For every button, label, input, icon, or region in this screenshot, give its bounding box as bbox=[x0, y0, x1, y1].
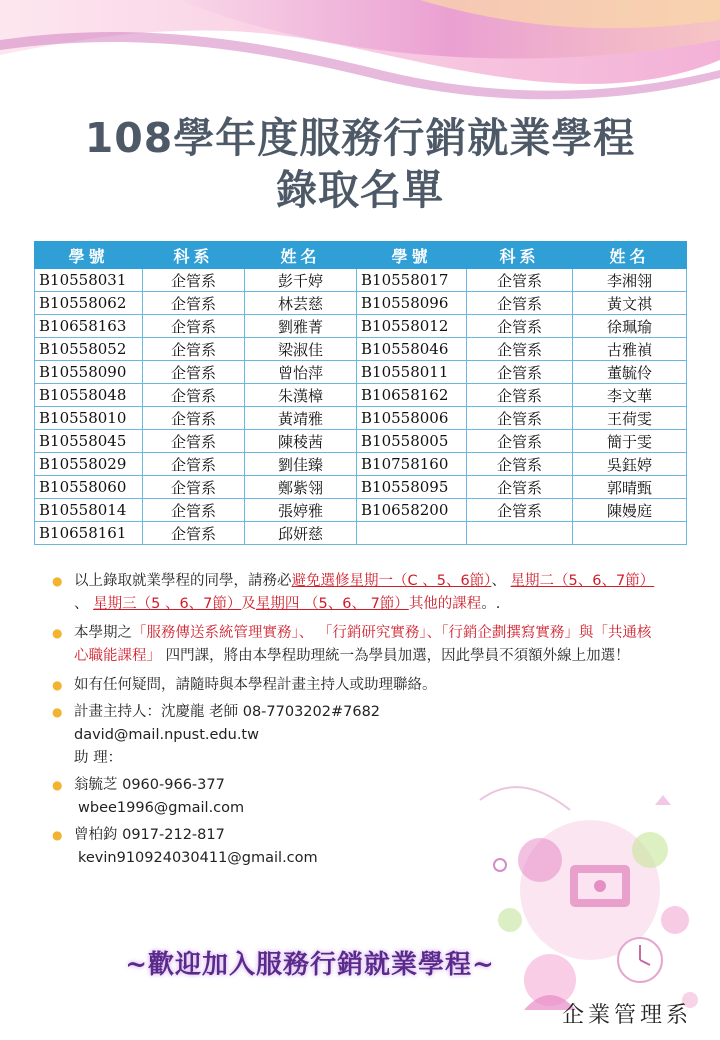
cell-department: 企管系 bbox=[143, 361, 245, 384]
contact-assistant-1-email[interactable]: wbee1996@gmail.com bbox=[78, 800, 245, 816]
header-name: 姓名 bbox=[245, 242, 357, 269]
welcome-slogan: ~歡迎加入服務行銷就業學程~ bbox=[125, 950, 495, 980]
cell-student-id: B10558017 bbox=[357, 269, 467, 292]
contact-host-email[interactable]: david@mail.npust.edu.tw bbox=[74, 727, 259, 743]
cell-student-id: B10558006 bbox=[357, 407, 467, 430]
table-row bbox=[35, 361, 687, 384]
cell-student-id: B10558029 bbox=[35, 453, 143, 476]
cell-name: 彭千婷 bbox=[245, 269, 357, 292]
page-subtitle: 錄取名單 bbox=[276, 166, 444, 214]
cell-name: 吳鈺婷 bbox=[573, 453, 687, 476]
cell-department: 企管系 bbox=[467, 430, 573, 453]
cell-name: 鄭紫翎 bbox=[245, 476, 357, 499]
cell-student-id: B10658163 bbox=[35, 315, 143, 338]
cell-department: 企管系 bbox=[467, 338, 573, 361]
cell-department bbox=[467, 522, 573, 545]
cell-student-id: B10658162 bbox=[357, 384, 467, 407]
note-highlight: 及 bbox=[241, 596, 256, 612]
note-highlight: 星期三（5 、6、7節） bbox=[93, 596, 242, 612]
cell-name: 古雅禎 bbox=[573, 338, 687, 361]
cell-student-id: B10558005 bbox=[357, 430, 467, 453]
cell-department: 企管系 bbox=[467, 361, 573, 384]
cell-department: 企管系 bbox=[143, 269, 245, 292]
header-department: 科系 bbox=[143, 242, 245, 269]
cell-department: 企管系 bbox=[467, 407, 573, 430]
cell-student-id: B10558048 bbox=[35, 384, 143, 407]
bullet-icon: ● bbox=[52, 574, 63, 588]
cell-name: 李文華 bbox=[573, 384, 687, 407]
cell-student-id: B10558012 bbox=[357, 315, 467, 338]
cell-name: 邱妍慈 bbox=[245, 522, 357, 545]
contact-assistant-1: 翁毓芝 0960-966-377 bbox=[74, 777, 225, 793]
cell-student-id: B10758160 bbox=[357, 453, 467, 476]
note-text: 以上錄取就業學程的同學，請務必 bbox=[74, 573, 292, 589]
page-title: 108學年度服務行銷就業學程 bbox=[84, 114, 636, 162]
cell-name: 徐珮瑜 bbox=[573, 315, 687, 338]
note-text: 四門課，將由本學程助理統一為學員加選，因此學員不須額外線上加選！ bbox=[161, 648, 630, 664]
assistant-label: 助 理： bbox=[74, 750, 123, 766]
table-row bbox=[35, 407, 687, 430]
note-text: 本學期之 bbox=[74, 625, 132, 641]
cell-name: 黃靖雅 bbox=[245, 407, 357, 430]
cell-department: 企管系 bbox=[143, 338, 245, 361]
cell-student-id: B10658200 bbox=[357, 499, 467, 522]
cell-name: 劉佳臻 bbox=[245, 453, 357, 476]
list-item bbox=[52, 570, 662, 616]
table-row bbox=[35, 292, 687, 315]
note-text: 、 bbox=[491, 573, 511, 589]
cell-name: 郭晴甄 bbox=[573, 476, 687, 499]
cell-department: 企管系 bbox=[143, 453, 245, 476]
cell-name: 王荷雯 bbox=[573, 407, 687, 430]
table-row bbox=[35, 476, 687, 499]
contact-assistant-2: 曾柏鈞 0917-212-817 bbox=[74, 827, 225, 843]
cell-student-id: B10558045 bbox=[35, 430, 143, 453]
list-item bbox=[52, 674, 662, 697]
cell-department: 企管系 bbox=[143, 499, 245, 522]
cell-name: 陳稜茜 bbox=[245, 430, 357, 453]
cell-name: 黃文祺 bbox=[573, 292, 687, 315]
header-student-id: 學號 bbox=[357, 242, 467, 269]
note-highlight: 避免選修星期一（C 、5、6節） bbox=[291, 573, 492, 589]
cell-student-id: B10558096 bbox=[357, 292, 467, 315]
cell-name: 劉雅菁 bbox=[245, 315, 357, 338]
cell-name: 林芸慈 bbox=[245, 292, 357, 315]
list-item bbox=[52, 622, 662, 668]
cell-department: 企管系 bbox=[467, 292, 573, 315]
title-block bbox=[0, 112, 720, 216]
cell-name: 董毓伶 bbox=[573, 361, 687, 384]
cell-department: 企管系 bbox=[467, 315, 573, 338]
header-department: 科系 bbox=[467, 242, 573, 269]
header-student-id: 學號 bbox=[35, 242, 143, 269]
bullet-icon: ● bbox=[52, 778, 63, 792]
cell-name: 曾怡萍 bbox=[245, 361, 357, 384]
cell-department: 企管系 bbox=[143, 292, 245, 315]
cell-student-id: B10558090 bbox=[35, 361, 143, 384]
bullet-icon: ● bbox=[52, 678, 63, 692]
cell-department: 企管系 bbox=[143, 430, 245, 453]
cell-department: 企管系 bbox=[143, 476, 245, 499]
cell-student-id: B10558046 bbox=[357, 338, 467, 361]
cell-department: 企管系 bbox=[143, 315, 245, 338]
cell-department: 企管系 bbox=[143, 384, 245, 407]
table-row bbox=[35, 338, 687, 361]
cell-name: 梁淑佳 bbox=[245, 338, 357, 361]
cell-name: 張婷雅 bbox=[245, 499, 357, 522]
cell-department: 企管系 bbox=[467, 453, 573, 476]
list-item bbox=[52, 701, 662, 770]
header-name: 姓名 bbox=[573, 242, 687, 269]
cell-name bbox=[573, 522, 687, 545]
bullet-icon: ● bbox=[52, 705, 63, 719]
admission-table bbox=[34, 241, 687, 545]
note-highlight: 星期二（5、6、7節） bbox=[510, 573, 655, 589]
note-highlight: 星期四 （5、6、 7節） bbox=[255, 596, 409, 612]
note-highlight: 其他的課程 bbox=[408, 596, 482, 612]
cell-name: 陳嫚庭 bbox=[573, 499, 687, 522]
cell-student-id: B10558052 bbox=[35, 338, 143, 361]
table-row bbox=[35, 384, 687, 407]
cell-student-id bbox=[357, 522, 467, 545]
cell-student-id: B10558010 bbox=[35, 407, 143, 430]
note-text: 。. bbox=[481, 596, 501, 612]
contact-host: 計畫主持人：沈慶龍 老師 08-7703202#7682 bbox=[74, 704, 381, 720]
cell-student-id: B10558062 bbox=[35, 292, 143, 315]
table-row bbox=[35, 522, 687, 545]
cell-department: 企管系 bbox=[467, 384, 573, 407]
table-header-row bbox=[35, 242, 687, 269]
table-row bbox=[35, 499, 687, 522]
top-wave-decoration bbox=[0, 0, 720, 120]
bullet-icon: ● bbox=[52, 626, 63, 640]
note-text: 如有任何疑問，請隨時與本學程計畫主持人或助理聯絡。 bbox=[74, 677, 437, 693]
note-highlight: 「服務傳送系統管理實務」、 「行銷研究實務」、「行銷企劃撰寫實務」與「共通核心職能課程」 bbox=[74, 625, 652, 664]
cell-name: 簡于雯 bbox=[573, 430, 687, 453]
cell-student-id: B10558095 bbox=[357, 476, 467, 499]
cell-department: 企管系 bbox=[143, 407, 245, 430]
note-text: 、 bbox=[74, 596, 94, 612]
table-row bbox=[35, 315, 687, 338]
cell-department: 企管系 bbox=[467, 269, 573, 292]
cell-department: 企管系 bbox=[467, 499, 573, 522]
table-row bbox=[35, 430, 687, 453]
table-row bbox=[35, 453, 687, 476]
cell-student-id: B10558011 bbox=[357, 361, 467, 384]
bullet-icon: ● bbox=[52, 828, 63, 842]
cell-name: 朱漢樟 bbox=[245, 384, 357, 407]
cell-student-id: B10558014 bbox=[35, 499, 143, 522]
contact-assistant-2-email[interactable]: kevin910924030411@gmail.com bbox=[78, 850, 318, 866]
table-row bbox=[35, 269, 687, 292]
cell-student-id: B10558060 bbox=[35, 476, 143, 499]
cell-department: 企管系 bbox=[143, 522, 245, 545]
cell-name: 李湘翎 bbox=[573, 269, 687, 292]
cell-student-id: B10558031 bbox=[35, 269, 143, 292]
cell-department: 企管系 bbox=[467, 476, 573, 499]
department-label: 企業管理系 bbox=[561, 1003, 692, 1028]
cell-student-id: B10658161 bbox=[35, 522, 143, 545]
